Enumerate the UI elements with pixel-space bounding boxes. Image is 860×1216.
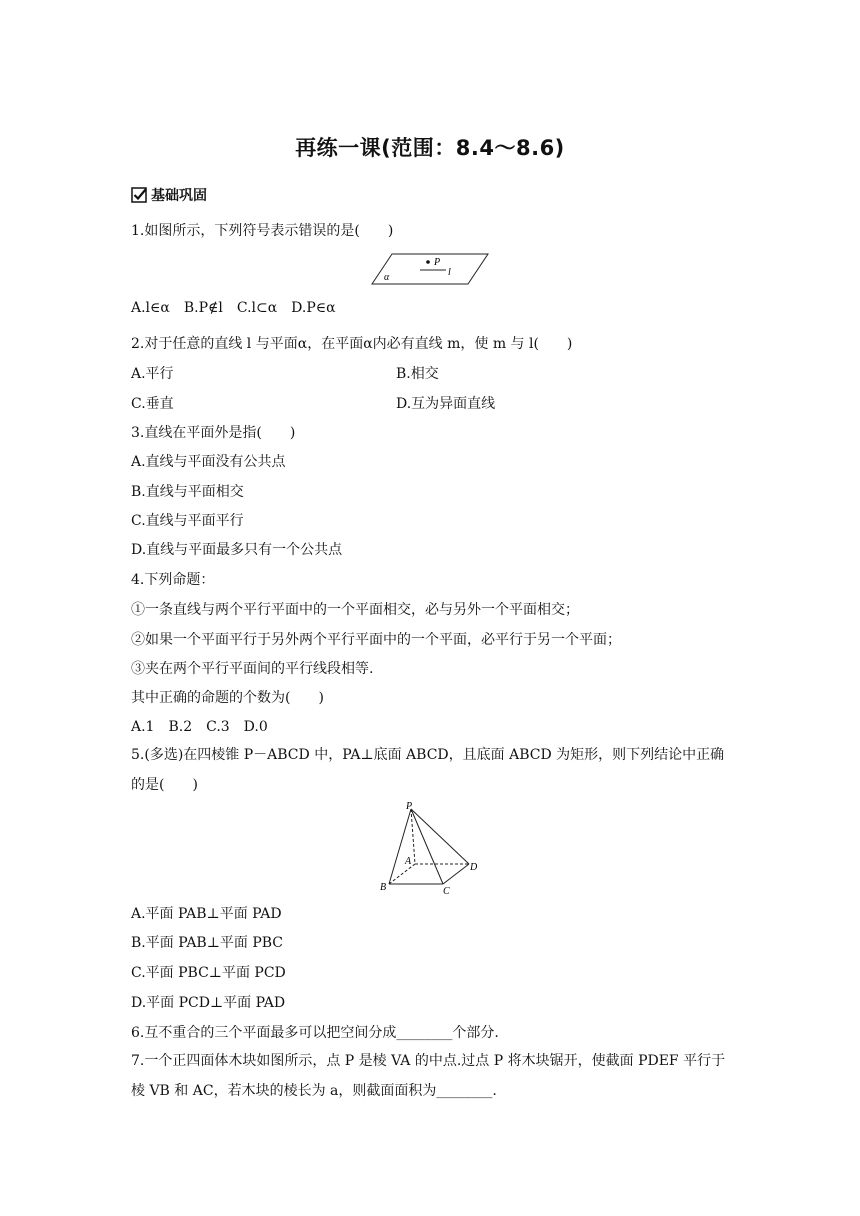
question-3-option-d: D.直线与平面最多只有一个公共点 bbox=[131, 542, 343, 558]
label-alpha: α bbox=[384, 272, 390, 283]
section-title: 基础巩固 bbox=[151, 188, 207, 204]
question-7-stem: 7.一个正四面体木块如图所示，点 P 是棱 VA 的中点.过点 P 将木块锯开，使截面 PDEF 平行于棱 VB 和 AC，若木块的棱长为 a，则截面面积为________. bbox=[131, 1053, 726, 1099]
question-4-statement-2: ②如果一个平面平行于另外两个平行平面中的一个平面，必平行于另一个平面； bbox=[131, 632, 621, 648]
point-p-dot bbox=[426, 260, 430, 264]
pyramid-figure bbox=[375, 800, 485, 896]
plane-point-line-figure bbox=[370, 252, 490, 286]
label-l: l bbox=[448, 267, 451, 278]
label-vertex-p: P bbox=[406, 801, 413, 812]
question-4-statement-3: ③夹在两个平行平面间的平行线段相等. bbox=[131, 661, 374, 677]
question-5-option-d: D.平面 PCD⊥平面 PAD bbox=[131, 995, 286, 1011]
label-vertex-b: B bbox=[380, 882, 387, 893]
question-5-option-a: A.平面 PAB⊥平面 PAD bbox=[131, 906, 282, 922]
page-title: 再练一课(范围：8.4～8.6) bbox=[295, 136, 565, 160]
question-5-option-b: B.平面 PAB⊥平面 PBC bbox=[131, 935, 284, 951]
question-3-option-a: A.直线与平面没有公共点 bbox=[131, 454, 286, 470]
label-p: P bbox=[434, 257, 441, 268]
question-1-stem: 1.如图所示，下列符号表示错误的是( ) bbox=[131, 223, 394, 239]
question-2-option-c: C.垂直 bbox=[131, 396, 174, 412]
question-2-stem: 2.对于任意的直线 l 与平面α，在平面α内必有直线 m，使 m 与 l( ) bbox=[131, 336, 573, 352]
question-2-option-a: A.平行 bbox=[131, 366, 174, 382]
question-5-option-c: C.平面 PBC⊥平面 PCD bbox=[131, 965, 286, 981]
label-vertex-a: A bbox=[405, 856, 412, 867]
question-2-option-d: D.互为异面直线 bbox=[396, 396, 496, 412]
label-vertex-d: D bbox=[470, 862, 478, 873]
question-2-option-b: B.相交 bbox=[396, 366, 439, 382]
question-1-options: A.l∈α B.P∉l C.l⊂α D.P∈α bbox=[131, 300, 336, 316]
checkbox-check-icon bbox=[131, 187, 147, 203]
question-3-option-b: B.直线与平面相交 bbox=[131, 484, 244, 500]
question-4-ask: 其中正确的命题的个数为( ) bbox=[131, 690, 324, 706]
question-6-stem: 6.互不重合的三个平面最多可以把空间分成________个部分. bbox=[131, 1025, 499, 1041]
section-heading bbox=[131, 185, 207, 205]
question-3-stem: 3.直线在平面外是指( ) bbox=[131, 425, 296, 441]
question-4-options: A.1 B.2 C.3 D.0 bbox=[131, 719, 268, 735]
question-4-stem: 4.下列命题： bbox=[131, 572, 215, 588]
question-5-stem: 5.(多选)在四棱锥 P－ABCD 中，PA⊥底面 ABCD，且底面 ABCD 为矩形，则下列结论中正确的是( ) bbox=[131, 747, 725, 793]
question-3-option-c: C.直线与平面平行 bbox=[131, 513, 244, 529]
question-4-statement-1: ①一条直线与两个平行平面中的一个平面相交，必与另外一个平面相交； bbox=[131, 602, 579, 618]
label-vertex-c: C bbox=[443, 886, 450, 896]
